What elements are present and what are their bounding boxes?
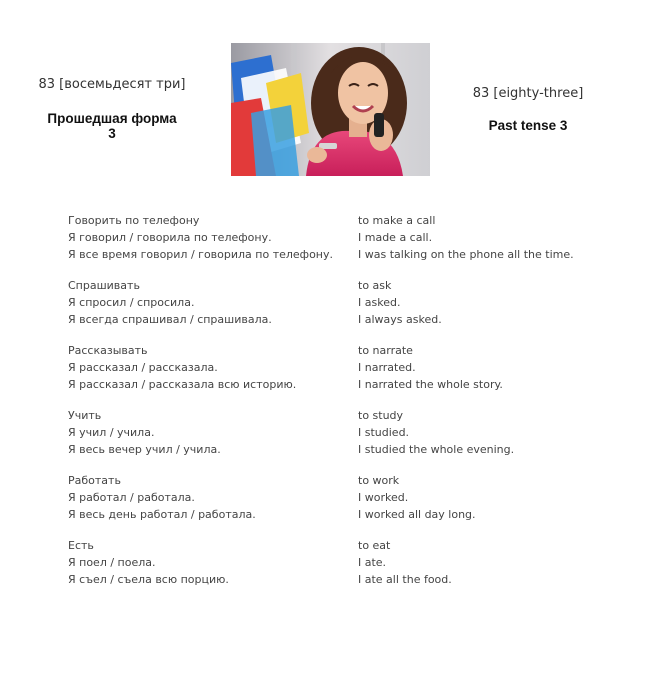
phrase-russian: Я съел / съела всю порцию.: [68, 573, 229, 586]
phrase-group: [68, 342, 628, 393]
lesson-photo: [231, 43, 430, 176]
phrase-english: I asked.: [358, 296, 401, 309]
phrase-row: [68, 246, 628, 263]
phrase-english: to narrate: [358, 344, 413, 357]
phrase-english: I was talking on the phone all the time.: [358, 248, 574, 261]
phrase-russian: Я рассказал / рассказала.: [68, 361, 218, 374]
phrase-english: to eat: [358, 539, 391, 552]
phrase-english: I always asked.: [358, 313, 442, 326]
phrase-english: I narrated.: [358, 361, 416, 374]
lesson-title-russian-line2: 3: [108, 126, 116, 141]
lesson-title-russian-line1: Прошедшая форма: [47, 111, 177, 126]
phrase-row: [68, 359, 628, 376]
phrase-russian: Я работал / работала.: [68, 491, 195, 504]
phrase-row: [68, 424, 628, 441]
phrase-russian: Говорить по телефону: [68, 214, 200, 227]
phrase-row: [68, 489, 628, 506]
lesson-title-english: Past tense 3: [488, 118, 568, 133]
phrase-row: [68, 277, 628, 294]
lesson-number-english: 83 [eighty-three]: [472, 86, 584, 101]
phrase-row: [68, 229, 628, 246]
phrase-russian: Я рассказал / рассказала всю историю.: [68, 378, 297, 391]
phrase-row: [68, 376, 628, 393]
phrase-russian: Я весь день работал / работала.: [68, 508, 256, 521]
phrase-english: I worked all day long.: [358, 508, 476, 521]
phrase-row: [68, 571, 628, 588]
phrase-english: I made a call.: [358, 231, 433, 244]
phrase-english: to ask: [358, 279, 392, 292]
phrase-english: I worked.: [358, 491, 409, 504]
phrase-group: [68, 472, 628, 523]
phrase-russian: Я поел / поела.: [68, 556, 156, 569]
woman-on-phone-illustration: [231, 43, 430, 176]
phrase-russian: Есть: [68, 539, 94, 552]
phrase-row: [68, 311, 628, 328]
phrase-english: I narrated the whole story.: [358, 378, 503, 391]
phrase-group: [68, 537, 628, 588]
phrase-russian: Я весь вечер учил / учила.: [68, 443, 221, 456]
phrase-row: [68, 506, 628, 523]
phrase-russian: Учить: [68, 409, 102, 422]
phrase-group: [68, 277, 628, 328]
lesson-title-russian: [22, 111, 202, 141]
phrase-row: [68, 212, 628, 229]
lesson-header-russian: [22, 76, 202, 141]
phrase-english: I studied.: [358, 426, 410, 439]
phrase-row: [68, 554, 628, 571]
phrase-english: to make a call: [358, 214, 436, 227]
phrase-group: [68, 407, 628, 458]
phrase-russian: Работать: [68, 474, 121, 487]
phrase-russian: Рассказывать: [68, 344, 148, 357]
phrase-row: [68, 472, 628, 489]
phrase-russian: Я учил / учила.: [68, 426, 155, 439]
phrase-row: [68, 294, 628, 311]
phrase-english: I studied the whole evening.: [358, 443, 515, 456]
phrase-russian: Я говорил / говорила по телефону.: [68, 231, 272, 244]
phrase-row: [68, 441, 628, 458]
phrase-english: to work: [358, 474, 400, 487]
phrase-row: [68, 537, 628, 554]
phrase-russian: Я спросил / спросила.: [68, 296, 195, 309]
phrase-english: to study: [358, 409, 404, 422]
phrase-russian: Я все время говорил / говорила по телефону.: [68, 248, 334, 261]
phrase-row: [68, 407, 628, 424]
phrase-english: I ate.: [358, 556, 387, 569]
phrase-russian: Спрашивать: [68, 279, 140, 292]
phrase-list: [68, 212, 628, 588]
lesson-number-russian: 83 [восемьдесят три]: [38, 77, 186, 92]
phrase-row: [68, 342, 628, 359]
phrase-group: [68, 212, 628, 263]
phrase-russian: Я всегда спрашивал / спрашивала.: [68, 313, 272, 326]
phrase-english: I ate all the food.: [358, 573, 452, 586]
lesson-header-english: [448, 85, 608, 133]
